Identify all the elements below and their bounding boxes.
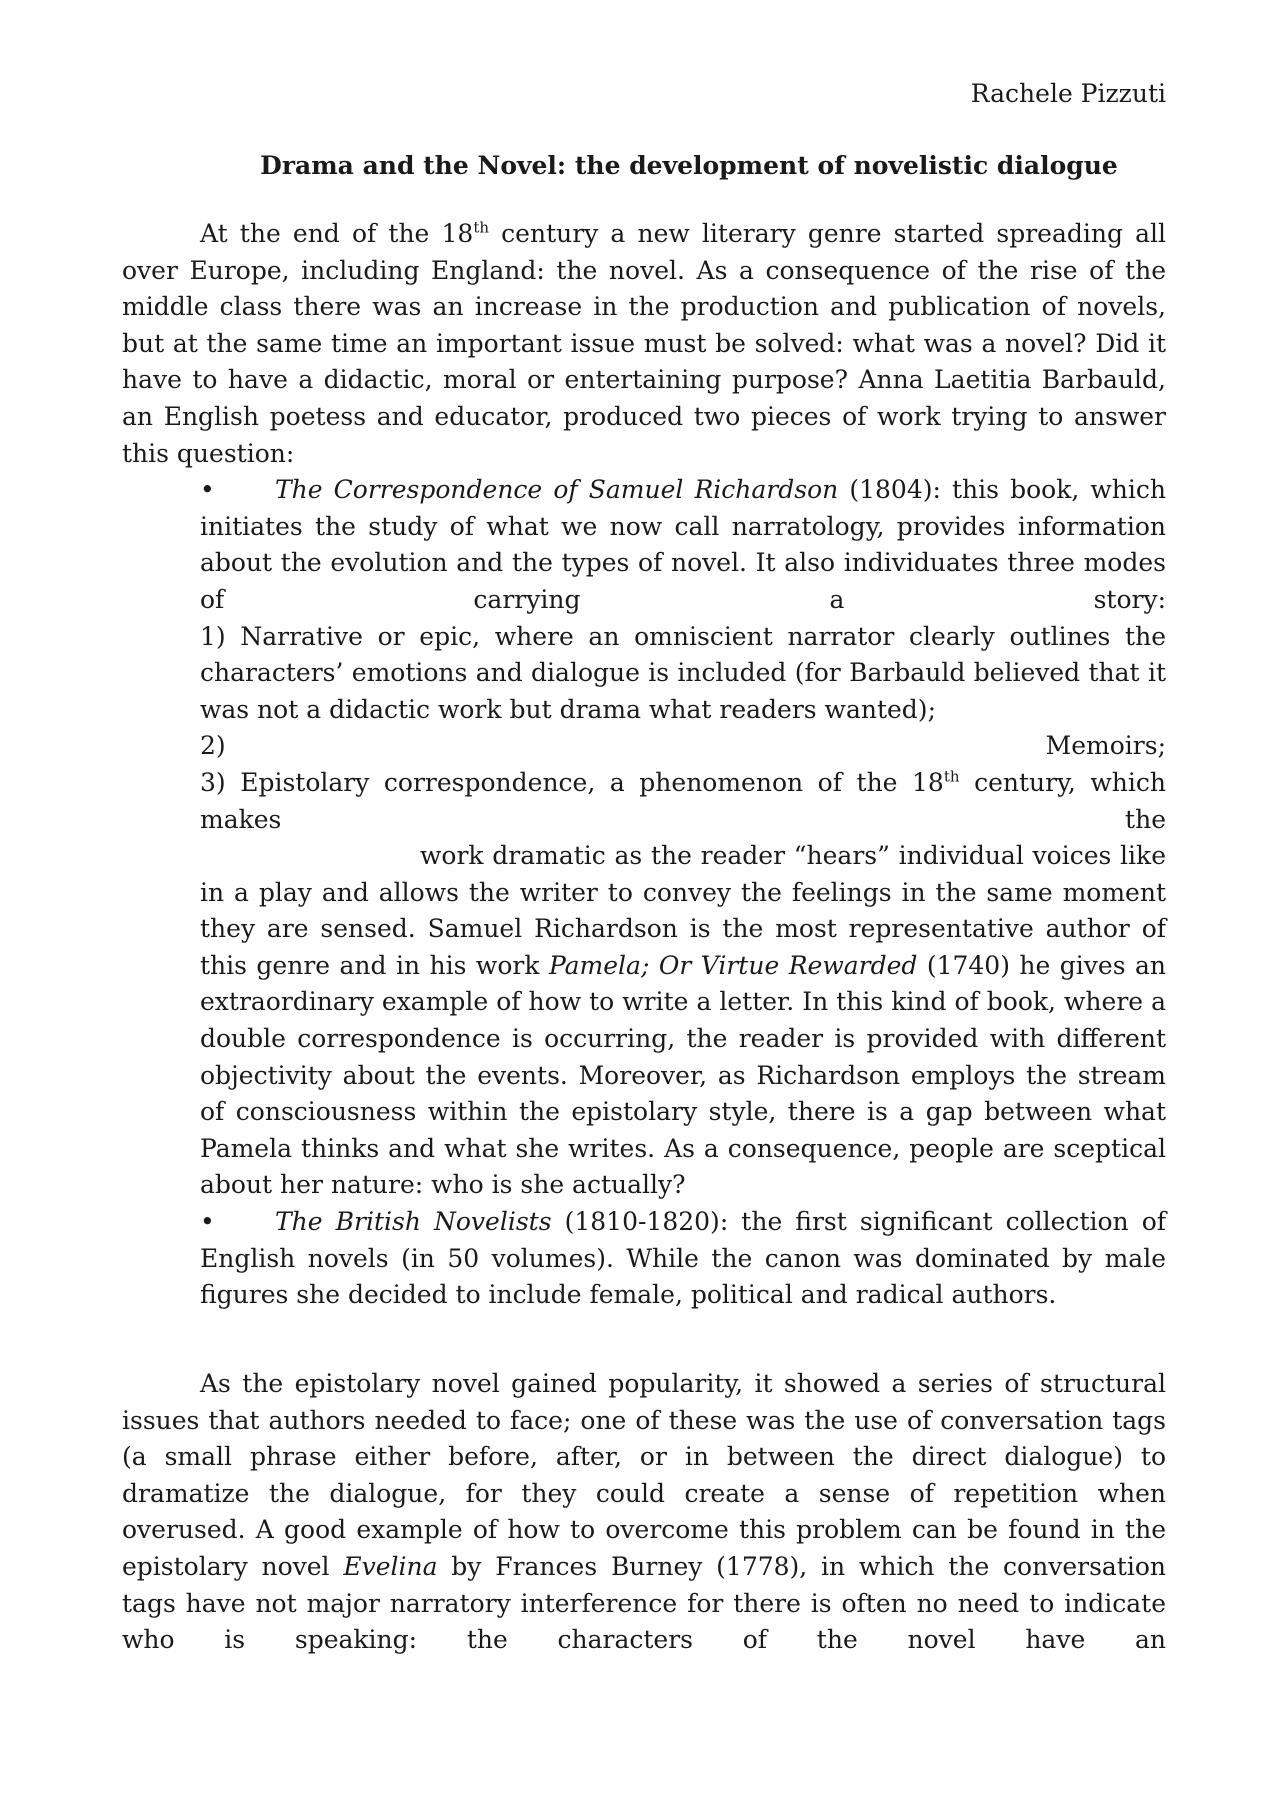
intro-text-2: century a new literary genre started spreading all over Europe, including England: the novel. As a consequence of the rise of the middle class there was an increase in the production and publication of novels, but at the same time an important issue must be solved: what was a novel? Did it have to have a didactic, moral or entertaining purpose? Anna Laetitia Barbauld, an English poetess and educator, produced two pieces of work trying to answer this question: bbox=[122, 219, 1166, 468]
mode-3-text-b: century, which makes the bbox=[200, 767, 1166, 834]
author-name: Rachele Pizzuti bbox=[970, 79, 1166, 108]
mode-3-text-a: 3) Epistolary correspondence, a phenomenon of the 18 bbox=[200, 767, 944, 797]
mode-1-text: 1) Narrative or epic, where an omniscient narrator clearly outlines the characters’ emotions and dialogue is included (for Barbauld believed that it was not a didactic work but drama what readers wanted); bbox=[200, 621, 1166, 724]
closing-paragraph bbox=[122, 1366, 1166, 1659]
mode-3-line bbox=[200, 765, 1166, 838]
closing-text-b: by Frances Burney (1778), in which the conversation tags have not major narratory interference for there is often no need to indicate who is speaking: the characters of the novel have an bbox=[122, 1551, 1166, 1655]
item1-intro bbox=[200, 472, 1166, 618]
mode-3-text-d: (1740) he gives an extraordinary example of how to write a letter. In this kind of book, where a double correspondence is occurring, the reader is provided with different objectivity about the events. Moreover, as Richardson employs the stream of consciousness within the epistolary style, there is a gap between what Pamela thinks and what she writes. As a consequence, people are sceptical about her nature: who is she actually? bbox=[200, 950, 1166, 1200]
document-title: Drama and the Novel: the development of novelistic dialogue bbox=[260, 151, 1118, 180]
mode-3-continuation bbox=[200, 838, 1166, 1204]
item2-description: (1810-1820): the first significant collection of English novels (in 50 volumes). While the canon was dominated by male figures she decided to include female, political and radical authors. bbox=[200, 1207, 1167, 1310]
book-title-evelina: Evelina bbox=[343, 1551, 438, 1581]
item2-text bbox=[200, 1204, 1166, 1314]
list-item-british-novelists bbox=[200, 1204, 1166, 1314]
mode-3-text-c: work dramatic as the reader “hears” individual voices like in a play and allows the writer to convey the feelings in the same moment they are sensed. Samuel Richardson is the most representative author of this genre and in his work bbox=[200, 841, 1166, 980]
book-title-correspondence: The Correspondence of Samuel Richardson bbox=[275, 475, 839, 505]
closing-section bbox=[122, 1366, 1166, 1659]
bullet-list bbox=[122, 472, 1166, 1314]
intro-section bbox=[122, 216, 1166, 1314]
mode-2-line bbox=[200, 728, 1166, 765]
bullet-icon: • bbox=[200, 475, 215, 505]
list-item-correspondence bbox=[200, 472, 1166, 1204]
intro-paragraph bbox=[122, 216, 1166, 472]
mode-2-number: 2) bbox=[200, 731, 226, 761]
book-title-pamela: Pamela; Or Virtue Rewarded bbox=[548, 950, 918, 980]
book-title-british-novelists: The British Novelists bbox=[275, 1207, 552, 1237]
item1-description: (1804): this book, which initiates the study of what we now call narratology, provides information about the evolution and the types of novel. It also individuates three modes of carrying a story: bbox=[200, 475, 1166, 614]
bullet-icon: • bbox=[200, 1207, 215, 1237]
closing-text-a: As the epistolary novel gained popularity, it showed a series of structural issues that authors needed to face; one of these was the use of conversation tags (a small phrase either before, after, or in between the direct dialogue) to dramatize the dialogue, for they could create a sense of repetition when overused. A good example of how to overcome this problem can be found in the epistolary novel bbox=[122, 1369, 1166, 1581]
intro-text-1: At the end of the 18 bbox=[200, 219, 474, 248]
mode-2-text: Memoirs; bbox=[1045, 731, 1166, 761]
mode-3-superscript: th bbox=[943, 767, 960, 786]
intro-superscript: th bbox=[473, 218, 490, 237]
